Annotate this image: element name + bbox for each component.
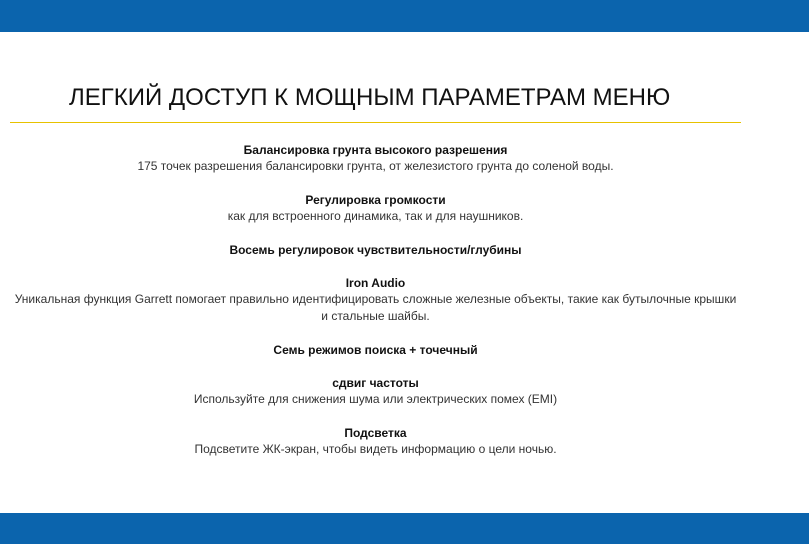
feature-item-sensitivity <box>10 242 741 258</box>
feature-title: Балансировка грунта высокого разрешения <box>243 143 508 157</box>
bottom-banner-bar <box>0 513 809 544</box>
feature-list <box>10 142 741 475</box>
feature-title: Iron Audio <box>345 276 406 290</box>
feature-item-ground-balance <box>10 142 741 175</box>
feature-description: как для встроенного динамика, так и для наушников. <box>227 209 524 223</box>
feature-item-frequency-shift <box>10 375 741 408</box>
feature-title: Семь режимов поиска + точечный <box>273 343 478 357</box>
feature-title: Восемь регулировок чувствительности/глубины <box>229 243 522 257</box>
feature-description: Уникальная функция Garrett помогает правильно идентифицировать сложные железные объекты, такие как бутылочные крышки и стальные шайбы. <box>14 292 737 323</box>
section-heading: ЛЕГКИЙ ДОСТУП К МОЩНЫМ ПАРАМЕТРАМ МЕНЮ <box>69 84 671 111</box>
feature-title: Подсветка <box>344 426 407 440</box>
feature-description: Используйте для снижения шума или электрических помех (EMI) <box>193 392 558 406</box>
feature-item-search-modes <box>10 342 741 358</box>
feature-item-volume <box>10 192 741 225</box>
feature-item-iron-audio <box>10 275 741 325</box>
feature-title: Регулировка громкости <box>305 193 446 207</box>
feature-description: 175 точек разрешения балансировки грунта, от железистого грунта до соленой воды. <box>137 159 614 173</box>
feature-title: сдвиг частоты <box>332 376 419 390</box>
top-banner-bar <box>0 0 809 32</box>
feature-item-backlight <box>10 425 741 458</box>
heading-divider <box>10 122 741 123</box>
feature-description: Подсветите ЖК-экран, чтобы видеть информацию о цели ночью. <box>194 442 557 456</box>
